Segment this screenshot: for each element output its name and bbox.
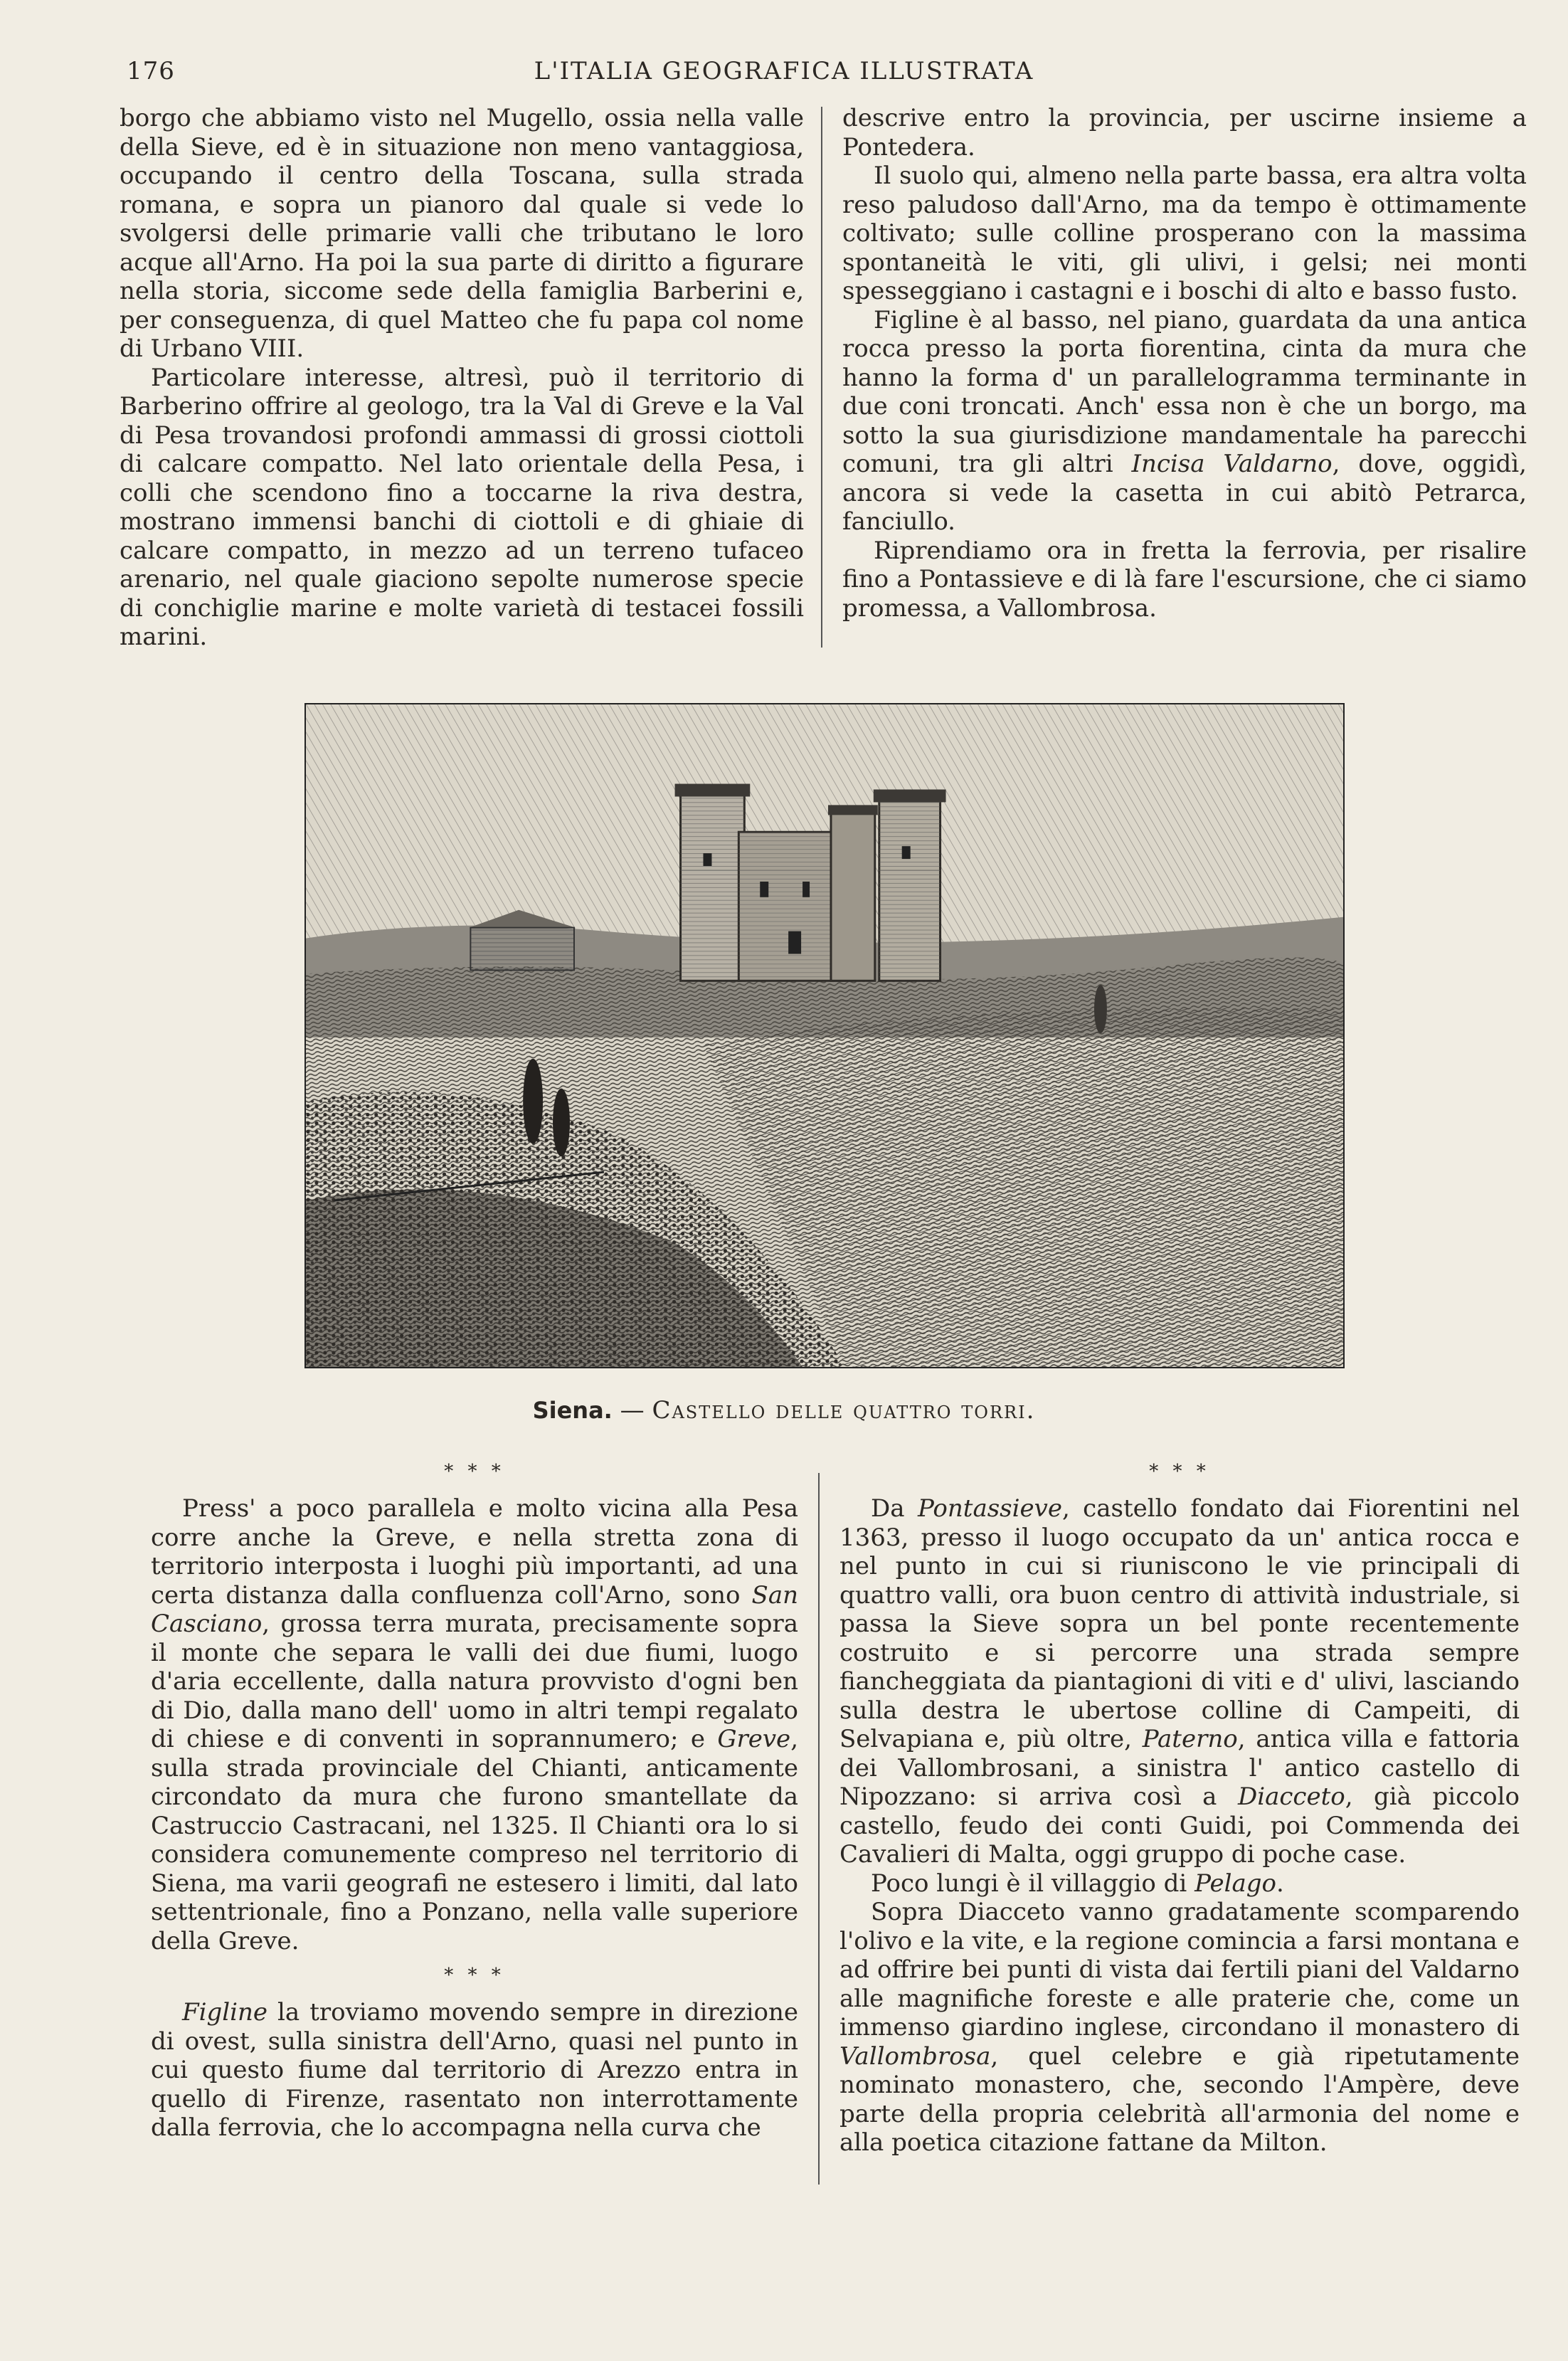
- bottom-left-column: [151, 1452, 798, 2143]
- castle-engraving: [306, 704, 1343, 1367]
- section-separator: * * *: [444, 1461, 505, 1482]
- place-name: Diacceto: [1237, 1782, 1345, 1811]
- section-separator: * * *: [444, 1965, 505, 1986]
- paragraph: Sopra Diacceto vanno gradatamente scomparendo l'olivo e la vite, e la regione comincia a farsi montana e ad offrire bei punti di vista dai fertili piani del Valdarno alle magnifiche foreste e alle praterie che, come un immenso giardino inglese, circondano il monastero di Vallombrosa, quel celebre e già ripetutamente nominato monastero, che, secondo l'Ampère, deve parte della propria celebrità all'armonia del nome e alla poetica citazione fattane da Milton.: [839, 1898, 1520, 2157]
- paragraph: Riprendiamo ora in fretta la ferrovia, per risalire fino a Pontassieve e di là fare l'escursione, che ci siamo promessa, a Vallombrosa.: [842, 536, 1527, 623]
- paragraph: Figline è al basso, nel piano, guardata da una antica rocca presso la porta fiorentina, cinta da mura che hanno la forma d' un parallelogramma terminante in due coni troncati. Anch' essa non è che un borgo, ma sotto la sua giurisdizione mandamentale ha parecchi comuni, tra gli altri Incisa Valdarno, dove, oggidì, ancora si vede la casetta in cui abitò Petrarca, fanciullo.: [842, 305, 1527, 536]
- place-name: Figline: [182, 1998, 267, 2027]
- place-name: Greve: [717, 1725, 791, 1753]
- page-number: 176: [127, 57, 175, 85]
- paragraph: Da Pontassieve, castello fondato dai Fiorentini nel 1363, presso il luogo occupato da un' antica rocca e nel punto in cui si riuniscono le vie principali di quattro valli, ora buon centro di attività industriale, si passa la Sieve sopra un bel ponte recentemente costruito e si percorre una strada sempre fiancheggiata da piantagioni di viti e d' ulivi, lasciando sulla destra le ubertose colline di Campeiti, di Selvapiana e, più oltre, Paterno, antica villa e fattoria dei Vallombrosani, a sinistra l' antico castello di Nipozzano: si arriva così a Diacceto, già piccolo castello, feudo dei conti Guidi, poi Commenda dei Cavalieri di Malta, oggi gruppo di poche case.: [839, 1494, 1520, 1869]
- paragraph: borgo che abbiamo visto nel Mugello, ossia nella valle della Sieve, ed è in situazione non meno vantaggiosa, occupando il centro della Toscana, sulla strada romana, e sopra un pianoro dal quale si vede lo svolgersi delle primarie valli che tributano le loro acque all'Arno. Ha poi la sua parte di diritto a figurare nella storia, siccome sede della famiglia Barberini e, per conseguenza, di quel Matteo che fu papa col nome di Urbano VIII.: [120, 104, 804, 363]
- top-right-column: [842, 104, 1527, 623]
- place-name: San Casciano: [151, 1580, 798, 1638]
- place-name: Pelago: [1194, 1869, 1276, 1898]
- paragraph: descrive entro la provincia, per uscirne insieme a Pontedera.: [842, 104, 1527, 162]
- paragraph: Il suolo qui, almeno nella parte bassa, era altra volta reso paludoso dall'Arno, ma da tempo è ottimamente coltivato; sulle colline prosperano con la massima spontaneità le viti, gli ulivi, i gelsi; nei monti spesseggiano i castagni e i boschi di alto e basso fusto.: [842, 162, 1527, 305]
- paragraph: Particolare interesse, altresì, può il territorio di Barberino offrire al geologo, tra la Val di Greve e la Val di Pesa trovandosi profondi ammassi di grossi ciottoli di calcare compatto. Nel lato orientale della Pesa, i colli che scendono fino a toccarne la riva destra, mostrano immensi banchi di ciottoli e di ghiaie di calcare compatto, in mezzo ad un terreno tufaceo arenario, nel quale giaciono sepolte numerose specie di conchiglie marine e molte varietà di testacei fossili marini.: [120, 363, 804, 651]
- bottom-right-column: [839, 1452, 1520, 2157]
- section-separator: * * *: [1149, 1461, 1210, 1482]
- caption-subject: Castello delle quattro torri.: [652, 1396, 1036, 1425]
- top-left-column: [120, 104, 804, 652]
- place-name: Incisa Valdarno: [1131, 450, 1333, 478]
- place-name: Pontassieve: [917, 1494, 1062, 1523]
- paragraph: Press' a poco parallela e molto vicina alla Pesa corre anche la Greve, e nella stretta zona di territorio interposta i luoghi più importanti, ad una certa distanza dalla confluenza coll'Arno, sono San Casciano, grossa terra murata, precisamente sopra il monte che separa le valli dei due fiumi, luogo d'aria eccellente, dalla natura provvisto d'ogni ben di Dio, dalla mano dell' uomo in altri tempi regalato di chiese e di conventi in soprannumero; e Greve, sulla strada provinciale del Chianti, anticamente circondato da mura che furono smantellate da Castruccio Castracani, nel 1325. Il Chianti ora lo si considera comunemente compreso nel territorio di Siena, ma varii geografi ne estesero i limiti, dal lato settentrionale, fino a Ponzano, nella valle superiore della Greve.: [151, 1494, 798, 1955]
- engraving-illustration: [304, 703, 1345, 1368]
- place-name: Paterno: [1142, 1725, 1238, 1753]
- column-divider: [821, 107, 822, 648]
- running-title: L'ITALIA GEOGRAFICA ILLUSTRATA: [534, 57, 1034, 85]
- paragraph: Figline la troviamo movendo sempre in direzione di ovest, sulla sinistra dell'Arno, quasi nel punto in cui questo fiume dal territorio di Arezzo entra in quello di Firenze, rasentato non interrottamente dalla ferrovia, che lo accompagna nella curva che: [151, 1998, 798, 2142]
- column-divider: [818, 1473, 820, 2185]
- paragraph: Poco lungi è il villaggio di Pelago.: [871, 1869, 1284, 1898]
- figure-caption: Siena. — Castello delle quattro torri.: [532, 1396, 1036, 1425]
- caption-city: Siena.: [532, 1397, 613, 1424]
- place-name: Vallombrosa: [839, 2042, 991, 2071]
